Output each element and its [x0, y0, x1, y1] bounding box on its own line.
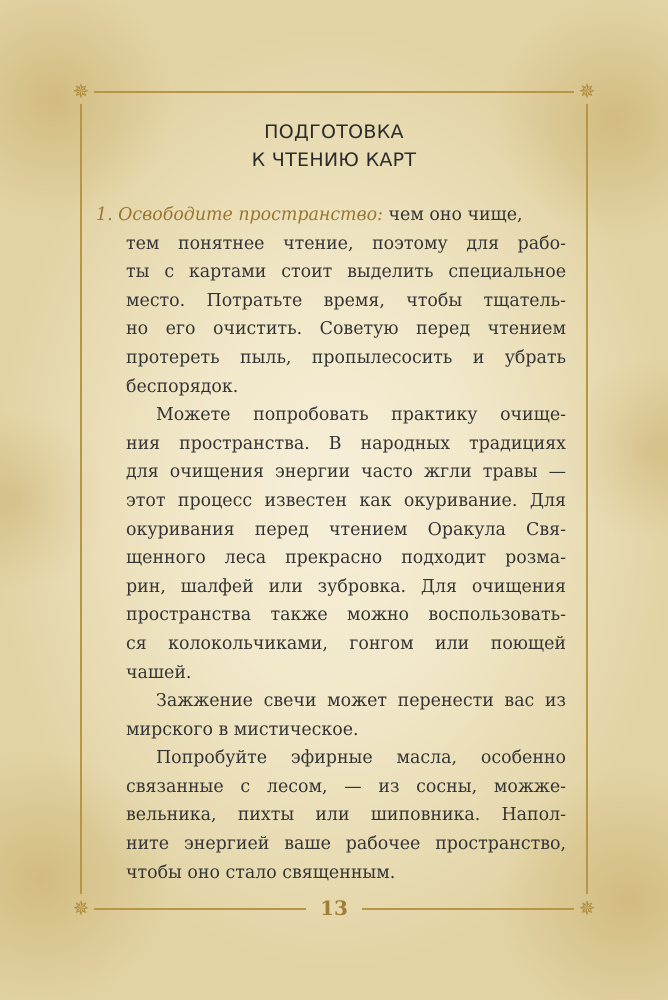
- corner-ornament-icon: ✵: [72, 896, 90, 920]
- page-number: 13: [320, 896, 348, 920]
- text-line: ты с картами стоит выделить специальное: [126, 262, 566, 283]
- text-line: вельника, пихты или шиповника. Напол-: [126, 805, 566, 826]
- frame-left-border: [80, 104, 82, 894]
- frame-top-border: [94, 91, 574, 93]
- text-line: Зажжение свечи может перенести вас из: [156, 691, 566, 712]
- page-title-line-1: ПОДГОТОВКА: [264, 121, 404, 143]
- text-line-content: чем оно чище,: [383, 205, 523, 225]
- text-line: ся колокольчиками, гонгом или поющей: [126, 633, 566, 654]
- lead-phrase: Освободите пространство:: [118, 205, 384, 225]
- corner-ornament-icon: ✵: [578, 79, 596, 103]
- text-line: чашей.: [126, 662, 192, 683]
- text-line: этот процесс известен как окуривание. Для: [126, 490, 566, 511]
- text-line: [96, 201, 566, 230]
- text-line: ните энергией ваше рабочее пространство,: [126, 834, 566, 855]
- list-number: 1.: [96, 205, 113, 225]
- text-line: связанные с лесом, — из сосны, можже-: [126, 776, 566, 797]
- text-line: беспорядок.: [126, 376, 239, 397]
- text-line: Можете попробовать практику очище-: [156, 405, 566, 426]
- text-line: Попробуйте эфирные масла, особенно: [156, 748, 566, 769]
- text-line: пространства также можно воспользовать-: [126, 605, 566, 626]
- text-line: тем понятнее чтение, поэтому для рабо-: [126, 233, 566, 254]
- corner-ornament-icon: ✵: [578, 896, 596, 920]
- text-line: окуривания перед чтением Оракула Свя-: [126, 519, 566, 540]
- text-line: чтобы оно стало священным.: [126, 862, 396, 883]
- page-title-line-2: К ЧТЕНИЮ КАРТ: [251, 149, 417, 171]
- text-line: мирского в мистическое.: [126, 719, 359, 740]
- body-text: [96, 201, 566, 887]
- text-line: протереть пыль, пропылесосить и убрать: [126, 347, 566, 368]
- text-line: ния пространства. В народных традициях: [126, 433, 566, 454]
- frame-right-border: [586, 104, 588, 894]
- text-line: щенного леса прекрасно подходит розма-: [126, 548, 566, 569]
- corner-ornament-icon: ✵: [72, 79, 90, 103]
- text-line: но его очистить. Советую перед чтением: [126, 319, 566, 340]
- text-line: для очищения энергии часто жгли травы —: [126, 462, 566, 483]
- frame-bottom-border-left: [94, 908, 306, 910]
- text-line: рин, шалфей или зубровка. Для очищения: [126, 576, 566, 597]
- text-line: место. Потратьте время, чтобы тщатель-: [126, 290, 566, 311]
- page-title: [100, 118, 568, 174]
- frame-bottom-border-right: [362, 908, 574, 910]
